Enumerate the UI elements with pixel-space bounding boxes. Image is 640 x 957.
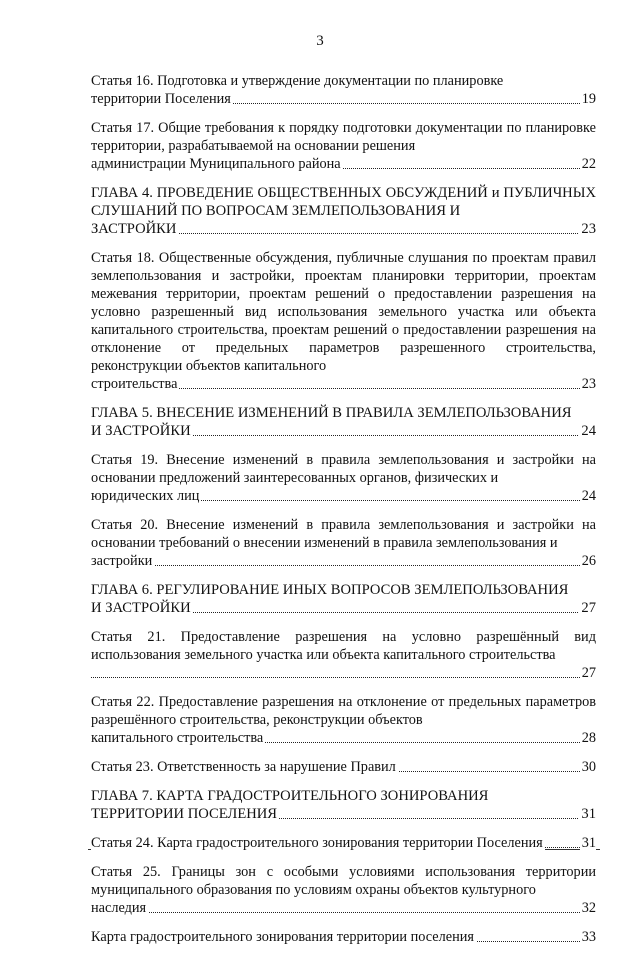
toc-entry-page-number: 28 <box>581 730 596 746</box>
toc-entry-leader-line <box>91 375 596 393</box>
toc-entry-title-end: юридических лиц <box>91 488 200 504</box>
toc-entry-title-end: территории Поселения <box>91 91 231 107</box>
toc-entry[interactable] <box>91 758 596 776</box>
dot-leader <box>91 677 596 678</box>
toc-entry-title-end: наследия <box>91 900 147 916</box>
toc-entry[interactable] <box>91 863 596 917</box>
toc-entry[interactable] <box>91 249 596 393</box>
toc-entry-title: ГЛАВА 6. РЕГУЛИРОВАНИЕ ИНЫХ ВОПРОСОВ ЗЕМЛЕПОЛЬЗОВАНИЯ <box>91 582 569 598</box>
toc-entry-leader-line <box>91 552 596 570</box>
toc-entry[interactable] <box>91 184 596 238</box>
toc-entry-page-number: 23 <box>581 221 596 237</box>
toc-entry-title: ГЛАВА 5. ВНЕСЕНИЕ ИЗМЕНЕНИЙ В ПРАВИЛА ЗЕМЛЕПОЛЬЗОВАНИЯ <box>91 405 572 421</box>
toc-entry-title: Статья 18. Общественные обсуждения, публичные слушания по проектам правил землепользования и застройки, проектам планировки территории, проектам межевания территории, проектам решений о предоставлении разрешения на условно разрешенный вид использования земельного участка или объекта капитального строительства, проектам решений о предоставлении разрешения на отклонение от предельных параметров разрешенного строительства, реконструкции объектов капитального <box>91 250 596 374</box>
toc-entry[interactable] <box>91 451 596 505</box>
toc-entry[interactable] <box>91 787 596 823</box>
toc-entry[interactable] <box>91 928 596 946</box>
toc-entry-leader-line <box>91 758 596 776</box>
toc-entry-title-end: застройки <box>91 553 153 569</box>
toc-entry-page-number: 27 <box>581 600 596 616</box>
toc-entry-title: ГЛАВА 4. ПРОВЕДЕНИЕ ОБЩЕСТВЕННЫХ ОБСУЖДЕНИЙ и ПУБЛИЧНЫХ СЛУШАНИЙ ПО ВОПРОСАМ ЗЕМЛЕПОЛЬЗОВАНИЯ И <box>91 185 596 219</box>
toc-entry-leader-line <box>91 899 596 917</box>
toc-entry-leader-line <box>91 928 596 946</box>
toc-entry-leader-line <box>91 664 596 682</box>
toc-entry-title-end: строительства <box>91 376 178 392</box>
dot-leader <box>91 912 596 913</box>
toc-entry-title-end: И ЗАСТРОЙКИ <box>91 423 191 439</box>
toc-entry-title-end: Карта градостроительного зонирования территории поселения <box>91 929 474 945</box>
page-number: 3 <box>316 33 324 49</box>
toc-entry-title: Статья 21. Предоставление разрешения на условно разрешённый вид использования земельного участка или объекта капитального строительства <box>91 629 596 663</box>
toc-entry-title: Статья 16. Подготовка и утверждение документации по планировке <box>91 73 504 89</box>
toc-entry-leader-line <box>91 729 596 747</box>
toc-entry-page-number: 31 <box>581 835 596 851</box>
toc-entry-title-end: капитального строительства <box>91 730 264 746</box>
toc-entry-leader-line <box>91 834 596 852</box>
toc-entry-title-end: Статья 24. Карта градостроительного зонирования территории Поселения <box>91 835 543 851</box>
toc-entry-title: Статья 22. Предоставление разрешения на отклонение от предельных параметров разрешённого строительства, реконструкции объектов <box>91 694 596 728</box>
toc-entry[interactable] <box>91 119 596 173</box>
table-of-contents <box>91 72 596 957</box>
toc-entry-page-number: 23 <box>581 376 596 392</box>
toc-entry-page-number: 33 <box>581 929 596 945</box>
toc-entry[interactable] <box>91 693 596 747</box>
toc-entry[interactable] <box>91 581 596 617</box>
toc-entry[interactable] <box>91 404 596 440</box>
toc-entry-page-number: 26 <box>581 553 596 569</box>
toc-entry-page-number: 24 <box>581 423 596 439</box>
toc-entry-leader-line <box>91 422 596 440</box>
toc-entry-title: Статья 19. Внесение изменений в правила землепользования и застройки на основании предложений заинтересованных органов, физических и <box>91 452 596 486</box>
toc-entry-title-end: И ЗАСТРОЙКИ <box>91 600 191 616</box>
toc-entry-leader-line <box>91 599 596 617</box>
toc-entry-page-number: 27 <box>581 665 596 681</box>
toc-entry-page-number: 22 <box>581 156 596 172</box>
toc-entry-title: Статья 17. Общие требования к порядку подготовки документации по планировке территории, разрабатываемой на основании решения <box>91 120 596 154</box>
toc-entry-title: Статья 25. Границы зон с особыми условиями использования территории муниципального образования по условиям охраны объектов культурного <box>91 864 596 898</box>
toc-entry-page-number: 31 <box>581 806 596 822</box>
toc-entry-leader-line <box>91 487 596 505</box>
toc-entry-page-number: 30 <box>581 759 596 775</box>
toc-entry-page-number: 32 <box>581 900 596 916</box>
toc-entry-page-number: 19 <box>581 91 596 107</box>
toc-entry[interactable] <box>91 72 596 108</box>
toc-entry-title-end: администрации Муниципального района <box>91 156 341 172</box>
toc-entry-page-number: 24 <box>581 488 596 504</box>
toc-entry[interactable] <box>91 516 596 570</box>
dot-leader <box>91 565 596 566</box>
toc-entry-title: Статья 20. Внесение изменений в правила землепользования и застройки на основании требований о внесении изменений в правила землепользования и <box>91 517 596 551</box>
toc-entry[interactable] <box>91 834 596 852</box>
toc-entry-leader-line <box>91 155 596 173</box>
toc-entry[interactable] <box>91 628 596 682</box>
toc-entry-leader-line <box>91 220 596 238</box>
toc-entry-leader-line <box>91 90 596 108</box>
toc-entry-leader-line <box>91 805 596 823</box>
toc-entry-title-end: ТЕРРИТОРИИ ПОСЕЛЕНИЯ <box>91 806 278 822</box>
toc-entry-title-end: ЗАСТРОЙКИ <box>91 221 177 237</box>
toc-entry-title: ГЛАВА 7. КАРТА ГРАДОСТРОИТЕЛЬНОГО ЗОНИРОВАНИЯ <box>91 788 489 804</box>
toc-entry-title-end: Статья 23. Ответственность за нарушение Правил <box>91 759 396 775</box>
